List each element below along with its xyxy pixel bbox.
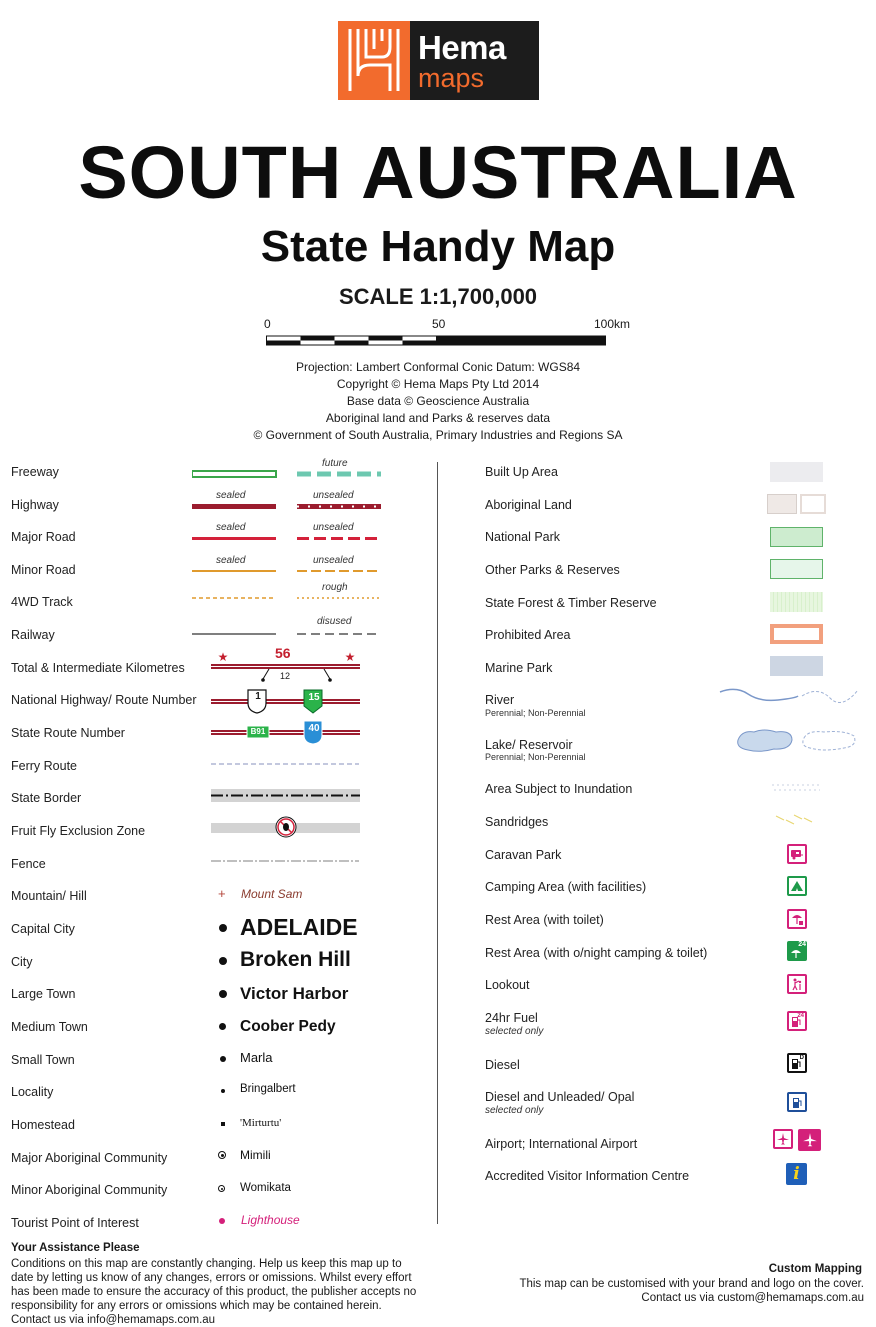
tourist-poi-example: Lighthouse xyxy=(241,1213,300,1227)
state-border-symbol xyxy=(211,788,361,804)
camping-area-icon xyxy=(787,876,807,896)
scale-text: SCALE 1:1,700,000 xyxy=(338,284,538,309)
airport-icon xyxy=(773,1129,793,1149)
tourist-poi-dot xyxy=(219,1218,225,1224)
national-highway-symbol xyxy=(211,688,361,714)
legend-major-road: Major Road xyxy=(11,530,76,544)
disused-note: disused xyxy=(317,616,352,627)
legend-locality: Locality xyxy=(11,1085,54,1099)
footer-right-line: This map can be customised with your brand and logo on the cover. xyxy=(519,1278,864,1290)
logo-brand-bottom: maps xyxy=(418,63,485,93)
diesel-icon xyxy=(787,1053,807,1073)
legend-visitor-centre: Accredited Visitor Information Centre xyxy=(485,1169,690,1183)
legend-lake: Lake/ Reservoir xyxy=(485,738,573,752)
legend-state-border: State Border xyxy=(11,791,82,805)
fence-symbol xyxy=(211,857,361,865)
marine-park-swatch xyxy=(770,656,823,676)
state-route-number: B91 xyxy=(250,727,266,736)
minor-community-symbol xyxy=(218,1185,225,1192)
lookout-icon xyxy=(787,974,807,994)
legend-tourist-poi: Tourist Point of Interest xyxy=(11,1216,139,1230)
future-note: future xyxy=(322,458,348,469)
map-subtitle: State Handy Map xyxy=(260,222,616,271)
scale-bar xyxy=(266,334,606,348)
diesel-badge: D xyxy=(799,1055,804,1061)
international-airport-icon xyxy=(798,1129,821,1151)
scale-label-0: 0 xyxy=(264,317,271,331)
legend-homestead: Homestead xyxy=(11,1118,75,1132)
railway-symbol xyxy=(192,629,277,639)
legend-ferry-route: Ferry Route xyxy=(11,759,77,773)
aboriginal-land-outline-swatch xyxy=(800,494,826,514)
legend-airport: Airport; International Airport xyxy=(485,1137,638,1151)
credit-line: Aboriginal land and Parks & reserves data xyxy=(325,411,551,425)
diesel-unleaded-icon xyxy=(787,1092,807,1112)
legend-national-park: National Park xyxy=(485,530,561,544)
footer-right-line: Contact us via custom@hemamaps.com.au xyxy=(641,1292,864,1304)
hema-h-icon xyxy=(338,21,410,100)
minor-road-sealed-symbol xyxy=(192,567,277,577)
major-road-sealed-symbol xyxy=(192,534,277,544)
fuel-note: selected only xyxy=(485,1026,544,1037)
legend-minor-road: Minor Road xyxy=(11,563,76,577)
lake-symbol xyxy=(734,726,860,756)
legend-minor-community: Minor Aboriginal Community xyxy=(11,1183,168,1197)
sealed-note: sealed xyxy=(216,522,246,533)
legend-freeway: Freeway xyxy=(11,465,59,479)
legend-inundation: Area Subject to Inundation xyxy=(485,782,633,796)
legend-large-town: Large Town xyxy=(11,987,76,1001)
locality-dot xyxy=(221,1089,225,1093)
diesel-note: selected only xyxy=(485,1105,544,1116)
national-route-number: 1 xyxy=(255,691,261,702)
unsealed-note: unsealed xyxy=(313,522,354,533)
legend-capital-city: Capital City xyxy=(11,922,75,936)
legend-other-parks: Other Parks & Reserves xyxy=(485,563,620,577)
hema-logo xyxy=(338,21,539,100)
built-up-area-swatch xyxy=(770,462,823,482)
minor-community-example: Womikata xyxy=(240,1182,291,1194)
lake-note: Perennial; Non-Perennial xyxy=(485,752,586,762)
freeway-future-symbol xyxy=(297,469,382,479)
svg-text:★: ★ xyxy=(217,650,229,664)
inundation-symbol xyxy=(770,780,825,796)
legend-marine-park: Marine Park xyxy=(485,661,553,675)
legend-kilometres: Total & Intermediate Kilometres xyxy=(11,661,185,675)
capital-city-example: ADELAIDE xyxy=(240,914,358,940)
medium-town-example: Coober Pedy xyxy=(240,1018,336,1035)
24hr-fuel-icon xyxy=(787,1011,807,1031)
legend-rest-area: Rest Area (with toilet) xyxy=(485,913,604,927)
ferry-route-symbol xyxy=(211,760,361,768)
km-total-label: 56 xyxy=(275,645,291,661)
state-forest-swatch xyxy=(770,592,823,612)
legend-national-highway: National Highway/ Route Number xyxy=(11,693,197,707)
other-parks-swatch xyxy=(770,559,823,579)
national-park-swatch xyxy=(770,527,823,547)
prohibited-area-swatch xyxy=(770,624,823,644)
state-route-number-2: 40 xyxy=(308,723,320,734)
legend-sandridges: Sandridges xyxy=(485,815,549,829)
homestead-square xyxy=(221,1122,225,1126)
city-example: Broken Hill xyxy=(240,948,351,971)
legend-lookout: Lookout xyxy=(485,978,530,992)
caravan-park-icon xyxy=(787,844,807,864)
legend-highway: Highway xyxy=(11,498,59,512)
footer-left-heading: Your Assistance Please xyxy=(11,1242,140,1254)
legend-24hr-fuel: 24hr Fuel xyxy=(485,1011,538,1025)
capital-city-dot xyxy=(219,924,227,932)
aboriginal-land-swatch xyxy=(767,494,797,514)
legend-river: River xyxy=(485,693,515,707)
fruit-fly-symbol xyxy=(211,815,361,839)
legend-medium-town: Medium Town xyxy=(11,1020,88,1034)
mountain-icon: + xyxy=(218,886,226,901)
rest-area-overnight-icon xyxy=(787,941,807,961)
legend-small-town: Small Town xyxy=(11,1053,75,1067)
unsealed-note: unsealed xyxy=(313,490,354,501)
large-town-dot xyxy=(219,990,227,998)
legend-city: City xyxy=(11,955,33,969)
city-dot xyxy=(219,957,227,965)
footer-right-heading: Custom Mapping xyxy=(768,1263,862,1275)
legend-divider xyxy=(437,462,438,1224)
footer-left-line: has been made to ensure the accuracy of this product, the publisher accepts no xyxy=(11,1286,417,1298)
legend-diesel-unleaded: Diesel and Unleaded/ Opal xyxy=(485,1090,635,1104)
major-road-unsealed-symbol xyxy=(297,534,382,544)
credit-line: Projection: Lambert Conformal Conic Datum: WGS84 xyxy=(295,360,581,374)
legend-railway: Railway xyxy=(11,628,55,642)
scale-label-50: 50 xyxy=(432,317,446,331)
mountain-example: Mount Sam xyxy=(241,887,303,901)
credits xyxy=(0,359,876,444)
logo-brand-top: Hema xyxy=(418,29,506,66)
medium-town-dot xyxy=(219,1023,226,1030)
river-symbol xyxy=(718,684,860,714)
locality-example: Bringalbert xyxy=(240,1083,296,1095)
footer-right-text xyxy=(519,1277,864,1305)
legend-aboriginal-land: Aboriginal Land xyxy=(485,498,572,512)
fuel-badge-24: 24 xyxy=(797,1013,804,1019)
legend-state-forest: State Forest & Timber Reserve xyxy=(485,596,657,610)
legend-diesel: Diesel xyxy=(485,1058,520,1072)
credit-line: Base data © Geoscience Australia xyxy=(346,394,530,408)
unsealed-note: unsealed xyxy=(313,555,354,566)
state-route-symbol xyxy=(211,719,361,745)
map-title: SOUTH AUSTRALIA xyxy=(78,131,798,214)
legend-fence: Fence xyxy=(11,857,46,871)
4wd-track-symbol xyxy=(192,594,277,604)
4wd-rough-symbol xyxy=(297,594,382,604)
legend-4wd-track: 4WD Track xyxy=(11,595,73,609)
legend-caravan-park: Caravan Park xyxy=(485,848,562,862)
homestead-example: 'Mirturtu' xyxy=(240,1117,282,1129)
footer-left-line: date by letting us know of any changes, errors or omissions. Whilst every effort xyxy=(11,1272,412,1284)
sealed-note: sealed xyxy=(216,555,246,566)
major-community-symbol xyxy=(218,1151,226,1159)
legend-prohibited-area: Prohibited Area xyxy=(485,628,571,642)
footer-left-text xyxy=(11,1257,416,1327)
railway-disused-symbol xyxy=(297,629,382,639)
scale-label-100: 100km xyxy=(594,317,631,331)
small-town-dot xyxy=(220,1056,226,1062)
freeway-symbol xyxy=(192,469,277,479)
minor-road-unsealed-symbol xyxy=(297,567,382,577)
credit-line: © Government of South Australia, Primary Industries and Regions SA xyxy=(253,428,623,442)
footer-left-line: Contact us via info@hemamaps.com.au xyxy=(11,1314,216,1326)
major-community-example: Mimili xyxy=(240,1148,271,1162)
visitor-info-icon: i xyxy=(786,1163,807,1185)
legend-rest-area-overnight: Rest Area (with o/night camping & toilet) xyxy=(485,946,708,960)
credit-line: Copyright © Hema Maps Pty Ltd 2014 xyxy=(336,377,540,391)
legend-state-route: State Route Number xyxy=(11,726,125,740)
river-note: Perennial; Non-Perennial xyxy=(485,708,586,718)
badge-24: 24 xyxy=(798,941,806,948)
large-town-example: Victor Harbor xyxy=(240,984,349,1003)
sandridges-symbol xyxy=(772,812,822,828)
svg-text:★: ★ xyxy=(344,650,356,664)
legend-camping-area: Camping Area (with facilities) xyxy=(485,880,647,894)
footer-left-line: responsibility for any errors or omissions which may be contained herein. xyxy=(11,1300,382,1312)
small-town-example: Marla xyxy=(240,1050,273,1065)
km-intermediate-label: 12 xyxy=(280,671,291,681)
legend-major-community: Major Aboriginal Community xyxy=(11,1151,168,1165)
rest-area-icon xyxy=(787,909,807,929)
legend-mountain: Mountain/ Hill xyxy=(11,889,87,903)
sealed-note: sealed xyxy=(216,490,246,501)
footer-left-line: Conditions on this map are constantly changing. Help us keep this map up to xyxy=(11,1258,402,1270)
highway-route-number: 15 xyxy=(308,692,320,703)
highway-sealed-symbol xyxy=(192,502,277,512)
rough-note: rough xyxy=(322,582,348,593)
legend-built-up-area: Built Up Area xyxy=(485,465,558,479)
legend-fruit-fly: Fruit Fly Exclusion Zone xyxy=(11,824,146,838)
highway-unsealed-symbol xyxy=(297,502,382,512)
